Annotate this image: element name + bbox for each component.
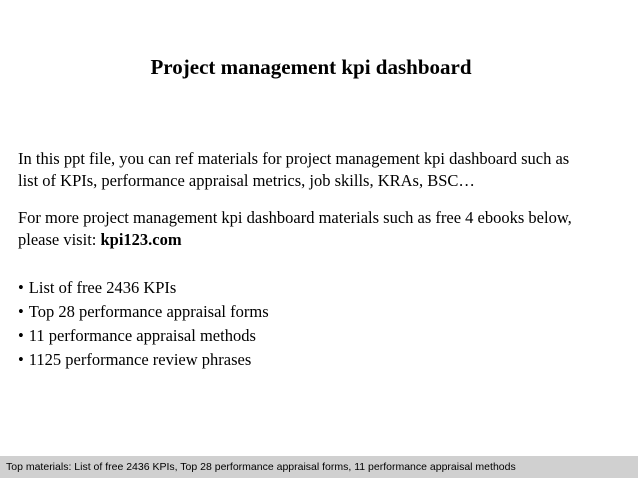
list-item	[18, 300, 269, 324]
intro-paragraph	[18, 148, 630, 192]
intro-line-2: list of KPIs, performance appraisal metrics, job skills, KRAs, BSC…	[18, 171, 475, 190]
bullet-icon: •	[18, 350, 24, 369]
more-materials-paragraph	[18, 207, 630, 251]
list-item-label: List of free 2436 KPIs	[28, 278, 177, 297]
more-line-2	[18, 229, 630, 251]
list-item	[18, 324, 269, 348]
materials-list	[18, 276, 269, 372]
list-item	[18, 276, 269, 300]
bullet-icon: •	[18, 302, 24, 321]
kpi123-link[interactable]: kpi123.com	[100, 230, 182, 249]
list-item-label: 1125 performance review phrases	[28, 350, 252, 369]
list-item-label: Top 28 performance appraisal forms	[28, 302, 269, 321]
visit-prefix: please visit:	[18, 230, 101, 249]
intro-line-1: In this ppt file, you can ref materials for project management kpi dashboard such as	[18, 149, 570, 168]
more-line-1: For more project management kpi dashboard materials such as free 4 ebooks below,	[18, 208, 572, 227]
bullet-icon: •	[18, 326, 24, 345]
list-item	[18, 348, 269, 372]
list-item-label: 11 performance appraisal methods	[28, 326, 256, 345]
page-title: Project management kpi dashboard	[150, 55, 472, 79]
footer-text: Top materials: List of free 2436 KPIs, Top 28 performance appraisal forms, 11 performance appraisal methods	[6, 461, 516, 473]
footer-bar	[0, 456, 638, 478]
bullet-icon: •	[18, 278, 24, 297]
